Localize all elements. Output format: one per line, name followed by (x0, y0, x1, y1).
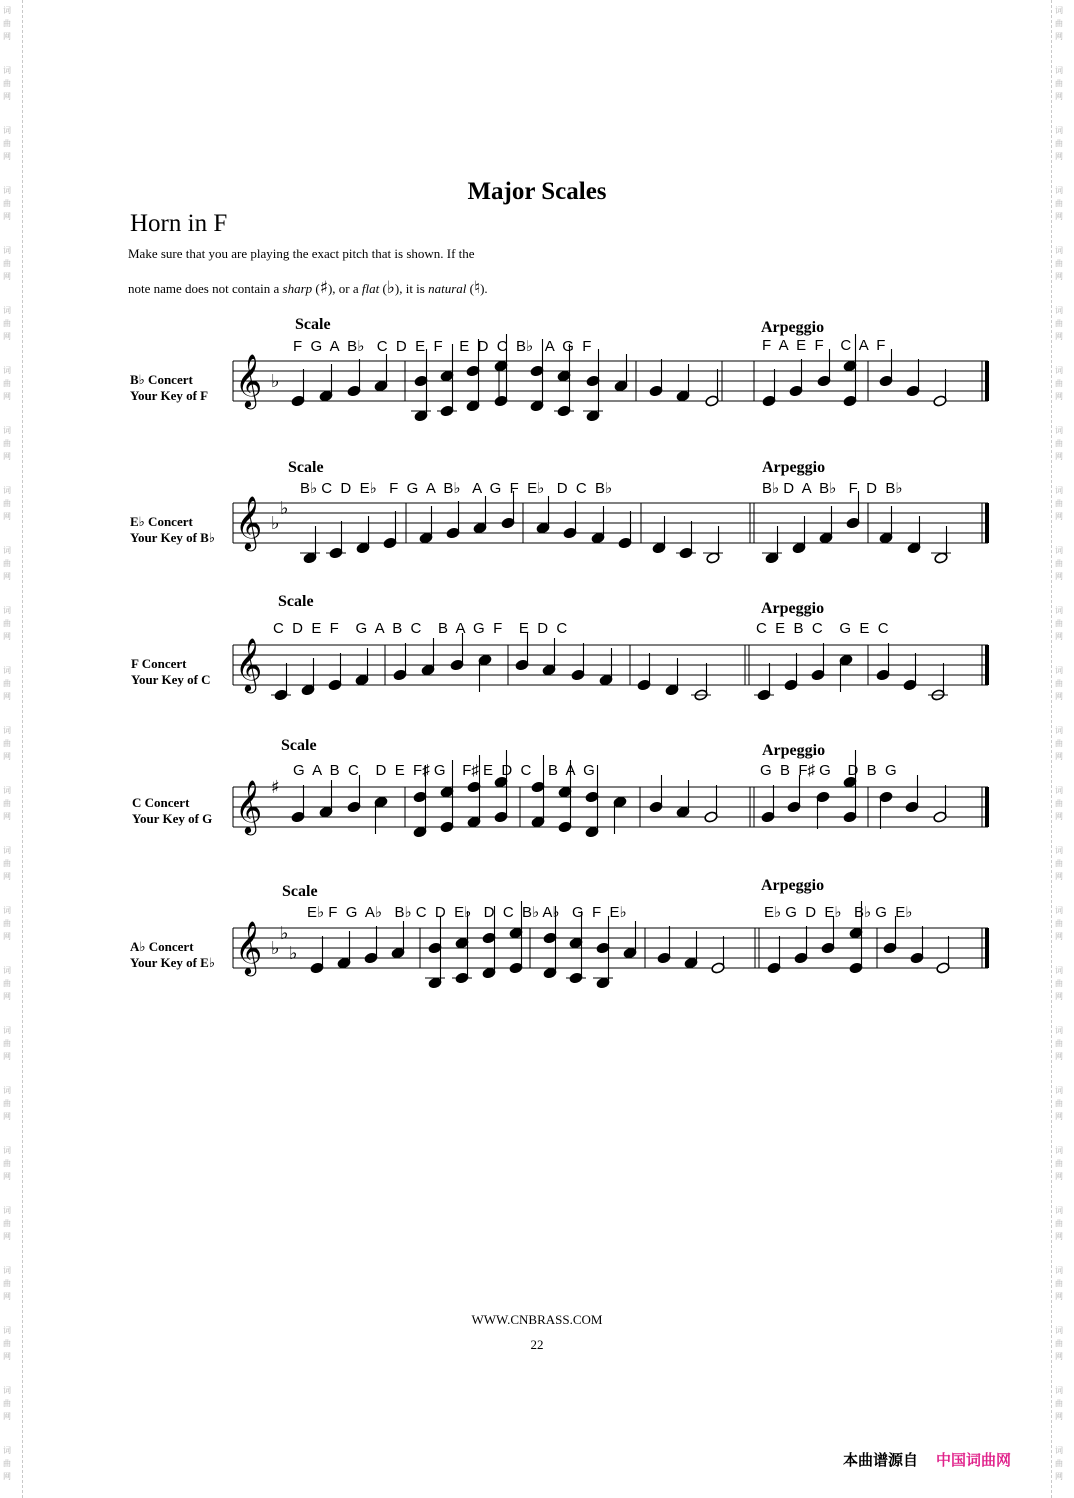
flat-sign: ♭ (280, 923, 289, 944)
final-bar-thick (985, 361, 989, 401)
concert-label: E♭ Concert (130, 514, 193, 529)
watermark-glyph: 词 (3, 426, 11, 435)
arpeggio-note-names: C E B C G E C (756, 620, 889, 637)
watermark-glyph: 网 (1055, 212, 1063, 221)
final-bar-thick (985, 787, 989, 827)
watermark-glyph: 网 (3, 212, 11, 221)
watermark-glyph: 曲 (3, 679, 11, 688)
flat-sign: ♭ (271, 513, 280, 534)
watermark-glyph: 网 (1055, 752, 1063, 761)
concert-label: B♭ Concert (130, 372, 193, 387)
concert-label: A♭ Concert (130, 939, 194, 954)
watermark-glyph: 网 (1055, 572, 1063, 581)
arpeggio-label: Arpeggio (761, 877, 825, 894)
watermark-glyph: 曲 (3, 319, 11, 328)
watermark-glyph: 网 (3, 1472, 11, 1481)
arpeggio-note-names: E♭ G D E♭ B♭ G E♭ (764, 904, 913, 921)
watermark-glyph: 词 (1055, 1026, 1063, 1035)
watermark-glyph: 词 (1055, 426, 1063, 435)
watermark-glyph: 曲 (3, 259, 11, 268)
watermark-glyph: 词 (3, 486, 11, 495)
source-credit (843, 1449, 1011, 1470)
flat-word: flat (361, 281, 380, 296)
watermark-glyph: 网 (3, 752, 11, 761)
watermark-glyph: 词 (3, 726, 11, 735)
watermark-glyph: 词 (3, 1326, 11, 1335)
watermark-glyph: 曲 (1055, 1219, 1063, 1228)
watermark-glyph: 曲 (3, 859, 11, 868)
watermark-glyph: 网 (3, 572, 11, 581)
key-label: Your Key of C (131, 672, 211, 687)
watermark-glyph: 曲 (1055, 799, 1063, 808)
watermark-glyph: 曲 (3, 919, 11, 928)
watermark-glyph: 词 (1055, 1086, 1063, 1095)
watermark-glyph: 曲 (1055, 1339, 1063, 1348)
watermark-glyph: 曲 (3, 619, 11, 628)
intro-text: note name does not contain a (128, 281, 283, 296)
watermark-glyph: 网 (1055, 812, 1063, 821)
intro-text: ), it is (394, 281, 429, 296)
watermark-glyph: 词 (3, 126, 11, 135)
watermark-glyph: 词 (1055, 126, 1063, 135)
arpeggio-label: Arpeggio (762, 742, 826, 759)
intro-text: ). (480, 281, 488, 296)
watermark-glyph: 网 (1055, 1232, 1063, 1241)
watermark-glyph: 网 (1055, 1412, 1063, 1421)
watermark-glyph: 网 (3, 332, 11, 341)
concert-label: F Concert (131, 656, 187, 671)
watermark-glyph: 网 (1055, 632, 1063, 641)
watermark-glyph: 网 (3, 1112, 11, 1121)
watermark-glyph: 词 (3, 606, 11, 615)
watermark-glyph: 网 (1055, 1172, 1063, 1181)
watermark-glyph: 网 (1055, 872, 1063, 881)
watermark-glyph: 曲 (3, 79, 11, 88)
scale-note-names: F G A B♭ C D E F E D C B♭ A G F (293, 338, 592, 355)
watermark-glyph: 词 (1055, 966, 1063, 975)
watermark-glyph: 网 (1055, 452, 1063, 461)
watermark-glyph: 曲 (3, 1279, 11, 1288)
scale-label: Scale (282, 883, 318, 900)
watermark-glyph: 曲 (3, 1459, 11, 1468)
watermark-glyph: 网 (3, 272, 11, 281)
watermark-glyph: 词 (3, 846, 11, 855)
treble-clef: 𝄞 (235, 637, 263, 691)
watermark-glyph: 曲 (3, 559, 11, 568)
sharp-word: sharp (282, 281, 313, 296)
watermark-glyph: 网 (3, 932, 11, 941)
watermark-glyph: 曲 (1055, 1159, 1063, 1168)
watermark-glyph: 词 (1055, 726, 1063, 735)
watermark-glyph: 网 (3, 1292, 11, 1301)
instrument-subtitle: Horn in F (130, 210, 228, 237)
final-bar-thick (985, 645, 989, 685)
watermark-glyph: 曲 (1055, 1039, 1063, 1048)
intro-text: ), or a (327, 281, 362, 296)
watermark-glyph: 词 (3, 546, 11, 555)
watermark-glyph: 网 (3, 1412, 11, 1421)
watermark-glyph: 网 (3, 32, 11, 41)
watermark-glyph: 网 (3, 872, 11, 881)
watermark-glyph: 词 (3, 366, 11, 375)
watermark-glyph: 网 (1055, 512, 1063, 521)
watermark-glyph: 曲 (1055, 559, 1063, 568)
watermark-glyph: 词 (3, 1086, 11, 1095)
watermark-glyph: 词 (3, 1206, 11, 1215)
watermark-glyph: 词 (3, 306, 11, 315)
watermark-glyph: 曲 (1055, 919, 1063, 928)
watermark-glyph: 词 (3, 906, 11, 915)
intro-text: ( (379, 281, 387, 296)
watermark-glyph: 网 (1055, 1472, 1063, 1481)
watermark-glyph: 网 (1055, 332, 1063, 341)
watermark-glyph: 词 (1055, 246, 1063, 255)
watermark-glyph: 网 (3, 452, 11, 461)
watermark-glyph: 词 (3, 1446, 11, 1455)
watermark-glyph: 网 (1055, 392, 1063, 401)
watermark-glyph: 曲 (1055, 979, 1063, 988)
watermark-glyph: 网 (1055, 1112, 1063, 1121)
watermark-glyph: 曲 (1055, 199, 1063, 208)
watermark-glyph: 曲 (1055, 859, 1063, 868)
watermark-glyph: 词 (3, 1386, 11, 1395)
sharp-symbol: ♯ (319, 278, 328, 298)
watermark-glyph: 网 (3, 512, 11, 521)
watermark-glyph: 网 (1055, 992, 1063, 1001)
watermark-glyph: 曲 (1055, 1399, 1063, 1408)
arpeggio-label: Arpeggio (762, 459, 826, 476)
watermark-glyph: 曲 (3, 19, 11, 28)
watermark-glyph: 词 (1055, 1386, 1063, 1395)
watermark-glyph: 网 (3, 812, 11, 821)
treble-clef: 𝄞 (235, 353, 263, 407)
watermark-glyph: 词 (1055, 186, 1063, 195)
watermark-glyph: 网 (3, 1232, 11, 1241)
intro-line-1: Make sure that you are playing the exact pitch that is shown. If the (128, 246, 475, 261)
scale-note-names: C D E F G A B C B A G F E D C (273, 620, 568, 637)
watermark-glyph: 网 (3, 632, 11, 641)
watermark-glyph: 词 (1055, 906, 1063, 915)
arpeggio-label: Arpeggio (761, 319, 825, 336)
watermark-glyph: 词 (1055, 786, 1063, 795)
watermark-glyph: 曲 (1055, 319, 1063, 328)
scale-note-names: E♭ F G A♭ B♭ C D E♭ D C B♭ A♭ G F E♭ (307, 904, 627, 921)
key-label: Your Key of G (132, 811, 213, 826)
watermark-glyph: 曲 (3, 739, 11, 748)
scale-label: Scale (288, 459, 324, 476)
key-label: Your Key of B♭ (130, 530, 215, 545)
watermark-glyph: 曲 (1055, 379, 1063, 388)
watermark-glyph: 曲 (3, 1039, 11, 1048)
watermark-glyph: 词 (3, 66, 11, 75)
scale-note-names: G A B C D E F♯ G F♯ E D C B A G (293, 762, 595, 779)
watermark-glyph: 词 (3, 666, 11, 675)
flat-sign: ♭ (280, 498, 289, 519)
watermark-glyph: 词 (1055, 1146, 1063, 1155)
watermark-glyph: 词 (3, 1146, 11, 1155)
treble-clef: 𝄞 (235, 495, 263, 549)
flat-symbol: ♭ (386, 278, 395, 298)
watermark-glyph: 网 (3, 1052, 11, 1061)
arpeggio-note-names: B♭ D A B♭ F D B♭ (762, 480, 903, 497)
watermark-glyph: 词 (3, 186, 11, 195)
page-title: Major Scales (467, 178, 607, 205)
watermark-glyph: 曲 (1055, 499, 1063, 508)
flat-sign: ♭ (289, 943, 298, 964)
watermark-glyph: 曲 (3, 379, 11, 388)
scale-label: Scale (281, 737, 317, 754)
watermark-glyph: 曲 (3, 199, 11, 208)
watermark-glyph: 网 (3, 92, 11, 101)
final-bar-thick (985, 928, 989, 968)
watermark-glyph: 曲 (3, 1399, 11, 1408)
page-number: 22 (530, 1337, 544, 1352)
watermark-glyph: 曲 (1055, 439, 1063, 448)
watermark-glyph: 词 (3, 246, 11, 255)
flat-sign: ♭ (271, 371, 280, 392)
source-prefix: 本曲谱源自 (843, 1451, 919, 1469)
intro-text: ( (312, 281, 320, 296)
watermark-glyph: 网 (3, 392, 11, 401)
watermark-glyph: 曲 (3, 979, 11, 988)
scale-label: Scale (278, 593, 314, 610)
watermark-glyph: 曲 (3, 439, 11, 448)
watermark-glyph: 曲 (3, 139, 11, 148)
scale-label: Scale (295, 316, 331, 333)
treble-clef: 𝄞 (235, 779, 263, 833)
watermark-glyph: 曲 (1055, 139, 1063, 148)
watermark-glyph: 曲 (3, 1339, 11, 1348)
watermark-glyph: 词 (3, 1266, 11, 1275)
watermark-glyph: 网 (1055, 1052, 1063, 1061)
watermark-glyph: 词 (1055, 546, 1063, 555)
watermark-glyph: 曲 (1055, 739, 1063, 748)
watermark-glyph: 词 (3, 786, 11, 795)
watermark-glyph: 词 (1055, 66, 1063, 75)
watermark-glyph: 曲 (3, 799, 11, 808)
watermark-glyph: 词 (1055, 666, 1063, 675)
watermark-glyph: 词 (1055, 846, 1063, 855)
watermark-glyph: 词 (1055, 1266, 1063, 1275)
watermark-glyph: 词 (1055, 1446, 1063, 1455)
watermark-glyph: 词 (1055, 366, 1063, 375)
watermark-glyph: 网 (3, 992, 11, 1001)
watermark-glyph: 网 (1055, 272, 1063, 281)
arpeggio-note-names: F A E F C A F (762, 337, 886, 354)
footer-url: WWW.CNBRASS.COM (471, 1312, 603, 1327)
arpeggio-label: Arpeggio (761, 600, 825, 617)
key-label: Your Key of F (130, 388, 209, 403)
watermark-glyph: 词 (1055, 1206, 1063, 1215)
watermark-glyph: 词 (1055, 486, 1063, 495)
watermark-glyph: 曲 (1055, 259, 1063, 268)
watermark-glyph: 曲 (1055, 679, 1063, 688)
watermark-glyph: 曲 (1055, 1099, 1063, 1108)
natural-word: natural (428, 281, 467, 296)
watermark-glyph: 网 (3, 152, 11, 161)
key-label: Your Key of E♭ (130, 955, 215, 970)
watermark-glyph: 网 (3, 1172, 11, 1181)
watermark-glyph: 词 (1055, 606, 1063, 615)
watermark-glyph: 词 (3, 6, 11, 15)
watermark-glyph: 网 (3, 692, 11, 701)
watermark-glyph: 网 (1055, 152, 1063, 161)
watermark-glyph: 词 (3, 966, 11, 975)
watermark-glyph: 词 (3, 1026, 11, 1035)
watermark-glyph: 网 (1055, 32, 1063, 41)
watermark-glyph: 网 (1055, 932, 1063, 941)
watermark-glyph: 曲 (1055, 79, 1063, 88)
source-name: 中国词曲网 (936, 1451, 1012, 1469)
watermark-glyph: 网 (3, 1352, 11, 1361)
final-bar-thick (985, 503, 989, 543)
sharp-sign: ♯ (271, 777, 280, 798)
watermark-glyph: 网 (1055, 692, 1063, 701)
watermark-glyph: 词 (1055, 1326, 1063, 1335)
watermark-glyph: 曲 (1055, 1459, 1063, 1468)
concert-label: C Concert (132, 795, 190, 810)
watermark-glyph: 曲 (3, 1099, 11, 1108)
watermark-glyph: 词 (1055, 6, 1063, 15)
watermark-glyph: 网 (1055, 92, 1063, 101)
watermark-glyph: 曲 (3, 1159, 11, 1168)
treble-clef: 𝄞 (235, 920, 263, 974)
flat-sign: ♭ (271, 938, 280, 959)
watermark-glyph: 曲 (1055, 1279, 1063, 1288)
watermark-glyph: 曲 (1055, 619, 1063, 628)
watermark-glyph: 网 (1055, 1292, 1063, 1301)
arpeggio-note-names: G B F♯ G D B G (760, 762, 897, 779)
watermark-glyph: 词 (1055, 306, 1063, 315)
intro-text: ( (466, 281, 474, 296)
watermark-glyph: 曲 (3, 1219, 11, 1228)
scale-note-names: B♭ C D E♭ F G A B♭ A G F E♭ D C B♭ (300, 480, 613, 497)
watermark-glyph: 曲 (1055, 19, 1063, 28)
natural-symbol: ♮ (474, 278, 481, 298)
watermark-glyph: 网 (1055, 1352, 1063, 1361)
watermark-glyph: 曲 (3, 499, 11, 508)
